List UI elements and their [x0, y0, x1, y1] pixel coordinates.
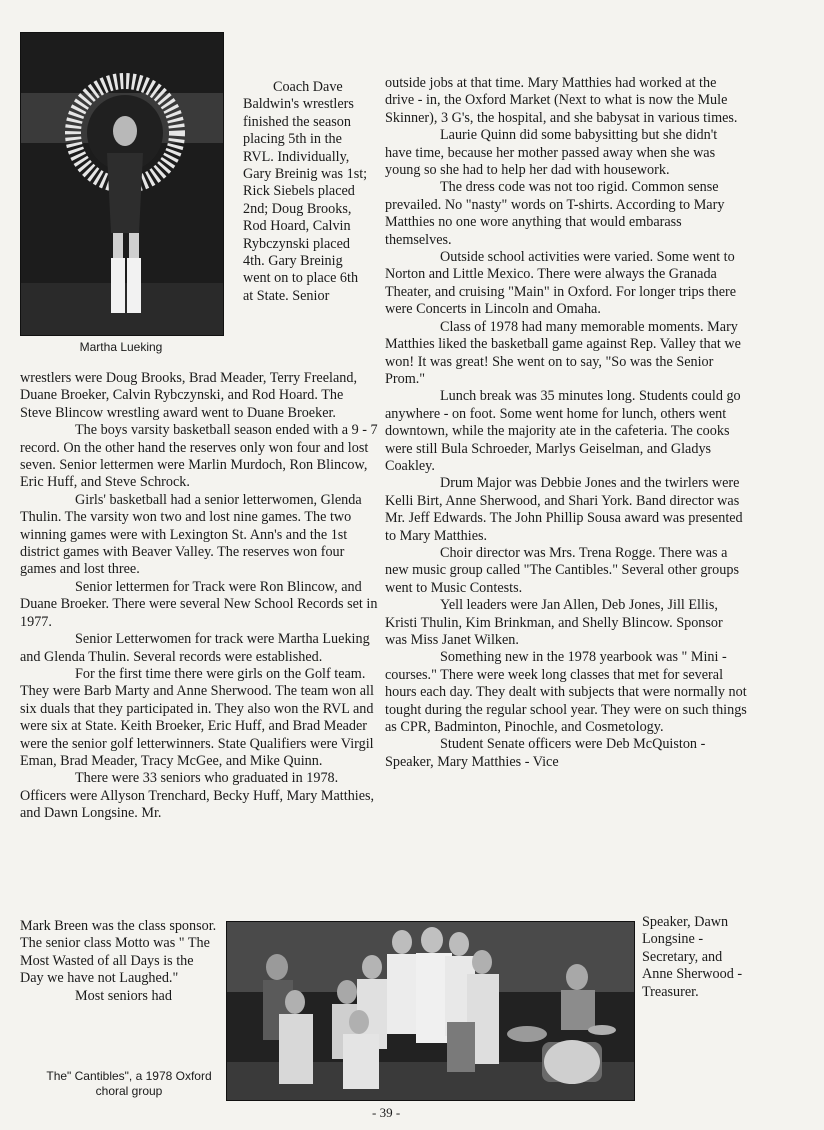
track-men-paragraph: Senior lettermen for Track were Ron Blincow, and Duane Broeker. There were several New School Records set in 1977.	[20, 578, 378, 630]
choral-caption-line2: choral group	[95, 1084, 163, 1098]
page-number: - 39 -	[372, 1105, 401, 1120]
wrestling-narrow-block	[243, 79, 371, 305]
wrestling-continued: wrestlers were Doug Brooks, Brad Meader, Terry Freeland, Duane Broeker, Calvin Rybczynski, and Rod Hoard. The Steve Blincow wrestling award went to Duane Broeker.	[20, 370, 357, 421]
choir-paragraph: Choir director was Mrs. Trena Rogge. There was a new music group called "The Cantibles." Several other groups went to Music Contests.	[385, 544, 739, 596]
right-column	[385, 75, 747, 771]
student-senate-continued: Speaker, Dawn Longsine - Secretary, and Anne Sherwood - Treasurer.	[642, 914, 743, 1000]
seniors-narrow-block	[20, 918, 220, 1005]
student-senate-paragraph: Student Senate officers were Deb McQuiston - Speaker, Mary Matthies - Vice	[385, 736, 706, 770]
boys-basketball-paragraph: The boys varsity basketball season ended with a 9 - 7 record. On the other hand the reserves only won four and lost seven. Senior lettermen were Marlin Murdoch, Ron Blincow, Eric Huff, and Steve Schrock.	[20, 422, 378, 491]
girls-basketball-paragraph: Girls' basketball had a senior letterwomen, Glenda Thulin. The varsity won two and lost nine games. The two winning games were with Lexington St. Ann's and the 1st district games with Beaver Valley. The reserves won four games and lost three.	[20, 491, 362, 578]
lunch-paragraph: Lunch break was 35 minutes long. Students could go anywhere - on foot. Some went home for lunch, others went downtown, while the majority ate in the cafeteria. The cooks were still Bula Schroeder, Marlys Geiselman, and Gladys Coakley.	[385, 388, 741, 474]
choral-group-photo	[226, 921, 635, 1101]
wrestling-paragraph: Coach Dave Baldwin's wrestlers finished the season placing 5th in the RVL. Individually, Gary Breinig was 1st; Rick Siebels placed 2nd; Doug Brooks, Rod Hoard, Calvin Rybczynski placed 4th. Gary Breinig went on to place 6th at State. Senior	[243, 79, 368, 304]
laurie-paragraph: Laurie Quinn did some babysitting but she didn't have time, because her mother passed away when she was young so she had to help her dad with housework.	[385, 127, 718, 179]
activities-paragraph: Outside school activities were varied. Some went to Norton and Little Mexico. There were always the Granada Theater, and cruising "Main" in Oxford. For longer trips there were Concerts in Lincoln and Omaha.	[385, 249, 737, 318]
class-1978-paragraph: Class of 1978 had many memorable moments. Mary Matthies liked the basketball game against Rep. Valley that we won! It was great! She went on to say, "So was the Senior Prom."	[385, 318, 741, 387]
twirler-caption: Martha Lueking	[79, 340, 163, 354]
mini-courses-paragraph: Something new in the 1978 yearbook was " Mini - courses." There were week long classes that met for several hours each day. They dealt with subjects that were normally not tought during the regular school year. They were on such things as CPR, Badminton, Pinochle, and Cosmetology.	[385, 649, 747, 736]
dress-code-paragraph: The dress code was not too rigid. Common sense prevailed. No "nasty" words on T-shirts. According to Mary Matthies no one wore anything that would embarass themselves.	[385, 179, 725, 248]
yell-leaders-paragraph: Yell leaders were Jan Allen, Deb Jones, Jill Ellis, Kristi Thulin, Kim Brinkman, and Shelly Blincow. Sponsor was Miss Janet Wilken.	[385, 597, 723, 648]
seniors-continued: Mark Breen was the class sponsor. The senior class Motto was " The Most Wasted of all Days is the Day we have not Laughed."	[20, 918, 217, 987]
left-column	[20, 370, 378, 823]
choral-caption	[36, 1069, 222, 1099]
golf-paragraph: For the first time there were girls on the Golf team. They were Barb Marty and Anne Sherwood. The team won all six duals that they participated in. They also won the RVL and were six at State. Keith Broeker, Eric Huff, and Brad Meader were the senior golf letterwinners. State Qualifiers were Virgil Eman, Brad Meader, Tracy McGee, and Mike Quinn.	[20, 665, 374, 769]
jobs-paragraph-start: Most seniors had	[75, 987, 172, 1004]
seniors-paragraph: There were 33 seniors who graduated in 1978. Officers were Allyson Trenchard, Becky Huff, Mary Matthies, and Dawn Longsine. Mr.	[20, 770, 375, 822]
jobs-continued: outside jobs at that time. Mary Matthies had worked at the drive - in, the Oxford Market (Next to what is now the Mule Skinner), 3 G's, the hospital, and she babysat in various times.	[385, 75, 738, 126]
twirler-photo	[20, 32, 224, 336]
track-women-paragraph: Senior Letterwomen for track were Martha Lueking and Glenda Thulin. Several records were established.	[20, 631, 370, 665]
drum-major-paragraph: Drum Major was Debbie Jones and the twirlers were Kelli Birt, Anne Sherwood, and Shari York. Band director was Mr. Jeff Edwards. The John Phillip Sousa award was presented to Mary Matthies.	[385, 475, 743, 544]
choral-caption-line1: The" Cantibles", a 1978 Oxford	[46, 1069, 212, 1083]
senate-narrow-block	[642, 914, 750, 1001]
